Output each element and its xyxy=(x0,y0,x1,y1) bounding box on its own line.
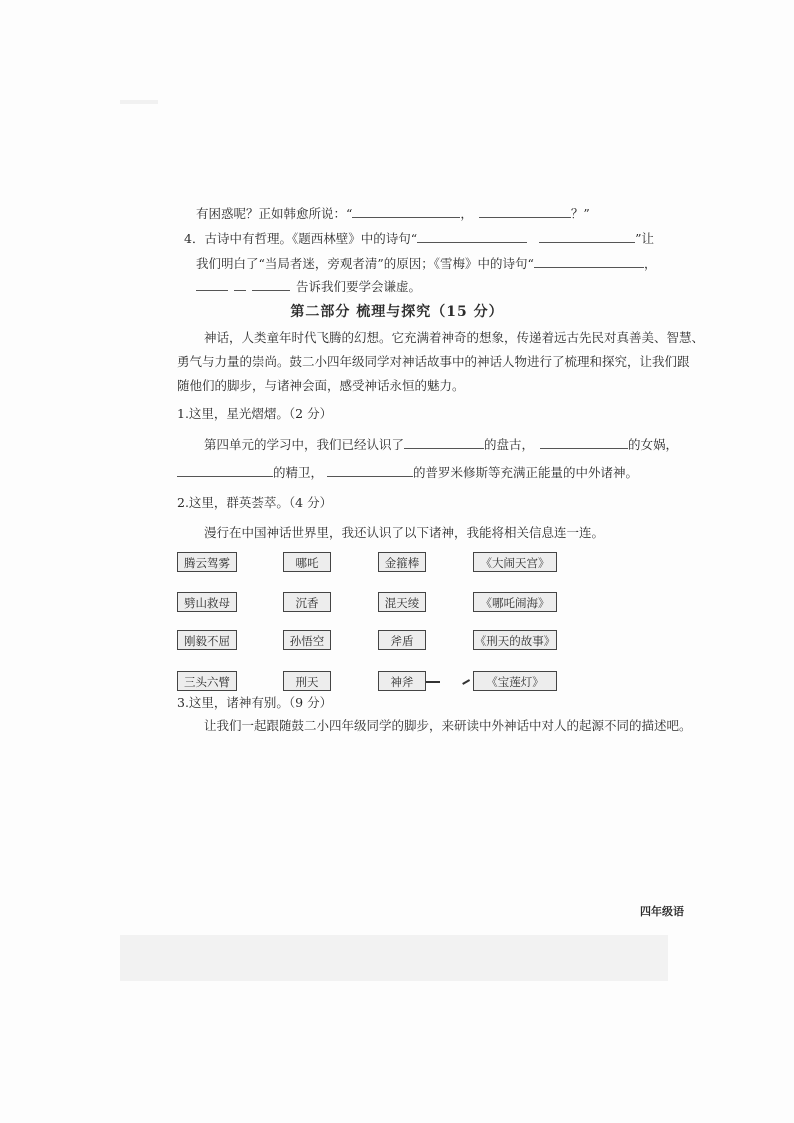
pencil-stroke xyxy=(426,681,440,683)
question-3-heading: 3.这里，诸神有别。（9 分） xyxy=(177,695,333,710)
answer-blank[interactable] xyxy=(252,278,290,291)
match-item-deity[interactable]: 刑天 xyxy=(283,671,331,691)
match-item-trait[interactable]: 三头六臂 xyxy=(177,671,237,691)
q1-text-c: 的女娲， xyxy=(628,437,679,452)
match-item-story[interactable]: 《宝莲灯》 xyxy=(473,671,557,691)
match-item-weapon[interactable]: 斧盾 xyxy=(378,630,426,650)
page-footer-label: 四年级语 xyxy=(640,905,684,918)
question-2-instruction: 漫行在中国神话世界里，我还认识了以下诸神，我能将相关信息连一连。 xyxy=(204,525,605,540)
answer-blank[interactable] xyxy=(417,230,527,243)
answer-blank[interactable] xyxy=(540,436,628,449)
question-4-line2-suffix: ， xyxy=(643,256,657,271)
answer-blank[interactable] xyxy=(177,464,273,477)
question-1-line-1 xyxy=(204,436,678,454)
question-4-suffix: ”让 xyxy=(635,231,654,246)
q1-text-d: 的精卫， xyxy=(273,465,324,480)
match-item-deity[interactable]: 孙悟空 xyxy=(283,630,331,650)
question-4-line-2 xyxy=(196,255,656,273)
question-2-heading: 2.这里，群英荟萃。（4 分） xyxy=(177,495,333,510)
answer-blank[interactable] xyxy=(352,205,460,218)
intro-line: 随他们的脚步，与诸神会面，感受神话永恒的魅力。 xyxy=(177,378,465,393)
question-1-line-2 xyxy=(177,464,638,482)
match-item-story[interactable]: 《刑天的故事》 xyxy=(473,630,557,650)
answer-blank[interactable] xyxy=(539,230,635,243)
match-item-story[interactable]: 《大闹天宫》 xyxy=(473,552,557,572)
quote-suffix: ？” xyxy=(570,206,590,221)
quote-mid: ， xyxy=(460,206,473,221)
match-item-weapon[interactable]: 混天绫 xyxy=(378,592,426,612)
scan-mark xyxy=(120,100,158,104)
quote-prefix: 有困惑呢？正如韩愈所说：“ xyxy=(196,206,353,221)
match-item-story[interactable]: 《哪吒闹海》 xyxy=(473,592,557,612)
question-3-instruction: 让我们一起跟随鼓二小四年级同学的脚步，来研读中外神话中对人的起源不同的描述吧。 xyxy=(204,718,692,733)
question-4-line3-text: 告诉我们要学会谦虚。 xyxy=(296,279,422,294)
match-item-deity[interactable]: 哪吒 xyxy=(283,552,331,572)
intro-line: 勇气与力量的崇尚。鼓二小四年级同学对神话故事中的神话人物进行了梳理和探究，让我们跟 xyxy=(177,354,690,369)
answer-blank[interactable] xyxy=(196,278,228,291)
q1-text-b: 的盘古， xyxy=(484,437,535,452)
match-item-deity[interactable]: 沉香 xyxy=(283,592,331,612)
question-1-heading: 1.这里，星光熠熠。（2 分） xyxy=(177,406,333,421)
answer-blank[interactable] xyxy=(404,436,484,449)
match-item-weapon[interactable]: 金箍棒 xyxy=(378,552,426,572)
question-4-line-1 xyxy=(184,230,654,248)
intro-line: 神话，人类童年时代飞腾的幻想。它充满着神奇的想象，传递着远古先民对真善美、智慧、 xyxy=(204,330,705,345)
continuation-line xyxy=(196,205,590,223)
section-title: 第二部分 梳理与探究（15 分） xyxy=(290,304,504,320)
question-4-prefix: 4．古诗中有哲理。《题西林壁》中的诗句“ xyxy=(184,231,418,246)
question-4-line2-text: 我们明白了“当局者迷，旁观者清”的原因；《雪梅》中的诗句“ xyxy=(196,256,534,271)
answer-blank[interactable] xyxy=(234,278,246,291)
match-item-trait[interactable]: 劈山救母 xyxy=(177,592,237,612)
match-item-trait[interactable]: 腾云驾雾 xyxy=(177,552,237,572)
answer-blank[interactable] xyxy=(327,464,413,477)
answer-blank[interactable] xyxy=(534,255,644,268)
scan-shadow-band xyxy=(120,935,668,981)
question-4-line-3 xyxy=(196,278,421,296)
pencil-stroke xyxy=(462,679,470,684)
q1-text-a: 第四单元的学习中，我们已经认识了 xyxy=(204,437,405,452)
match-item-trait[interactable]: 刚毅不屈 xyxy=(177,630,237,650)
match-item-weapon[interactable]: 神斧 xyxy=(378,671,426,691)
q1-text-e: 的普罗米修斯等充满正能量的中外诸神。 xyxy=(413,465,639,480)
answer-blank[interactable] xyxy=(479,205,571,218)
